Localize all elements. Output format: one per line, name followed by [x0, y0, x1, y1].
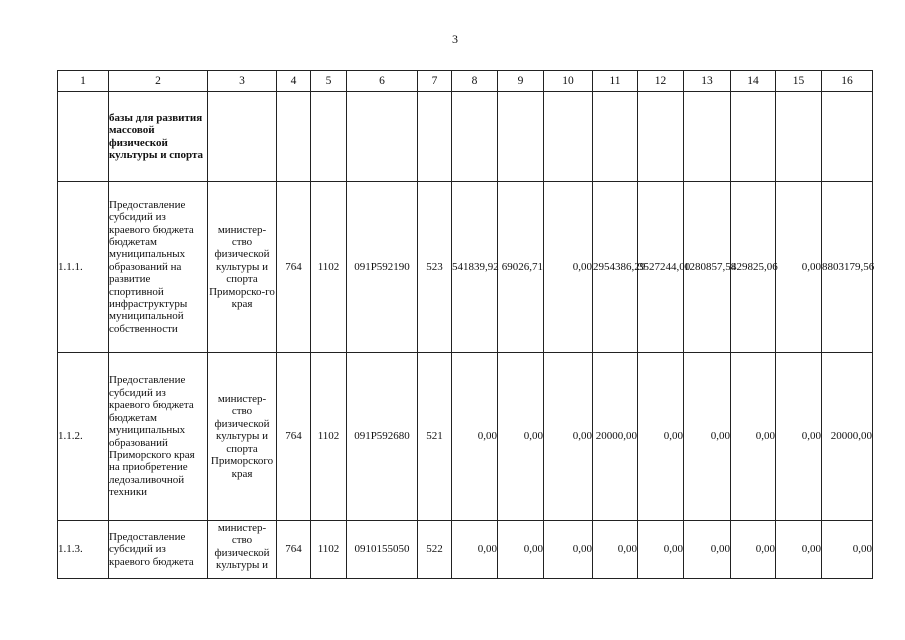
table-cell: 20000,00 [593, 353, 638, 521]
table-row [58, 353, 873, 521]
table-cell: 1280857,58 [684, 182, 731, 353]
table-cell [498, 92, 544, 182]
table-cell [418, 92, 452, 182]
column-header: 16 [822, 71, 873, 92]
table-cell: 091P592680 [347, 353, 418, 521]
table-cell: 0,00 [452, 353, 498, 521]
table-cell: 429825,06 [731, 182, 776, 353]
table-cell: 764 [277, 353, 311, 521]
table-cell: 1102 [311, 521, 347, 579]
column-header: 12 [638, 71, 684, 92]
table-cell: 0,00 [498, 353, 544, 521]
column-header: 4 [277, 71, 311, 92]
table-cell: 69026,71 [498, 182, 544, 353]
table-cell: 0,00 [684, 353, 731, 521]
column-header: 2 [109, 71, 208, 92]
table-cell [347, 92, 418, 182]
table-cell: 0,00 [731, 353, 776, 521]
column-header: 5 [311, 71, 347, 92]
table-cell: 1102 [311, 182, 347, 353]
column-header: 8 [452, 71, 498, 92]
table-cell [277, 92, 311, 182]
table-cell [452, 92, 498, 182]
table-row [58, 182, 873, 353]
table-cell: 0,00 [638, 521, 684, 579]
table-cell: 764 [277, 182, 311, 353]
table-row [58, 92, 873, 182]
table-cell [822, 92, 873, 182]
table-cell: 0,00 [684, 521, 731, 579]
column-header: 10 [544, 71, 593, 92]
column-header: 14 [731, 71, 776, 92]
table-cell: 0,00 [731, 521, 776, 579]
header-row [58, 71, 873, 92]
budget-table [57, 70, 873, 579]
table-cell: 0,00 [593, 521, 638, 579]
column-header: 15 [776, 71, 822, 92]
table-cell: 522 [418, 521, 452, 579]
table-cell [638, 92, 684, 182]
column-header: 9 [498, 71, 544, 92]
table-cell [544, 92, 593, 182]
row-title: Предоставление субсидий из краевого бюджета бюджетам муниципальных образований Приморского края на приобретение ледозаливочной техники [109, 353, 208, 521]
row-title: Предоставление субсидий из краевого бюджета бюджетам муниципальных образований на развитие спортивной инфраструктуры муниципальной собственности [109, 182, 208, 353]
table-cell: 0910155050 [347, 521, 418, 579]
table-cell: 0,00 [544, 353, 593, 521]
row-number [58, 92, 109, 182]
table-cell [731, 92, 776, 182]
table-cell: 764 [277, 521, 311, 579]
row-number: 1.1.2. [58, 353, 109, 521]
column-header: 11 [593, 71, 638, 92]
table-cell: 20000,00 [822, 353, 873, 521]
table-cell [311, 92, 347, 182]
table-cell [776, 92, 822, 182]
table-cell: 541839,92 [452, 182, 498, 353]
row-title: Предоставление субсидий из краевого бюджета [109, 521, 208, 579]
table-cell [684, 92, 731, 182]
column-header: 1 [58, 71, 109, 92]
table-cell: 091P592190 [347, 182, 418, 353]
column-header: 13 [684, 71, 731, 92]
table-cell [593, 92, 638, 182]
table-cell: 2954386,29 [593, 182, 638, 353]
table-cell: 0,00 [452, 521, 498, 579]
row-organization [208, 92, 277, 182]
table-cell: 1102 [311, 353, 347, 521]
column-header: 7 [418, 71, 452, 92]
table-row [58, 521, 873, 579]
row-organization: министер-ство физической культуры и спорта Приморско-го края [208, 182, 277, 353]
column-header: 3 [208, 71, 277, 92]
table-cell: 0,00 [822, 521, 873, 579]
row-organization: министер-ство физической культуры и спорта Приморского края [208, 353, 277, 521]
table-cell: 0,00 [544, 521, 593, 579]
table-cell: 0,00 [776, 521, 822, 579]
page-number: 3 [452, 32, 458, 46]
table-cell: 0,00 [498, 521, 544, 579]
row-number: 1.1.1. [58, 182, 109, 353]
table-cell: 0,00 [776, 353, 822, 521]
row-title: базы для развития массовой физической культуры и спорта [109, 92, 208, 182]
row-organization: министер-ство физической культуры и [208, 521, 277, 579]
table-cell: 0,00 [544, 182, 593, 353]
table-cell: 0,00 [776, 182, 822, 353]
table-cell: 8803179,56 [822, 182, 873, 353]
table-cell: 0,00 [638, 353, 684, 521]
table-cell: 521 [418, 353, 452, 521]
row-number: 1.1.3. [58, 521, 109, 579]
table-cell: 3527244,00 [638, 182, 684, 353]
table-cell: 523 [418, 182, 452, 353]
column-header: 6 [347, 71, 418, 92]
